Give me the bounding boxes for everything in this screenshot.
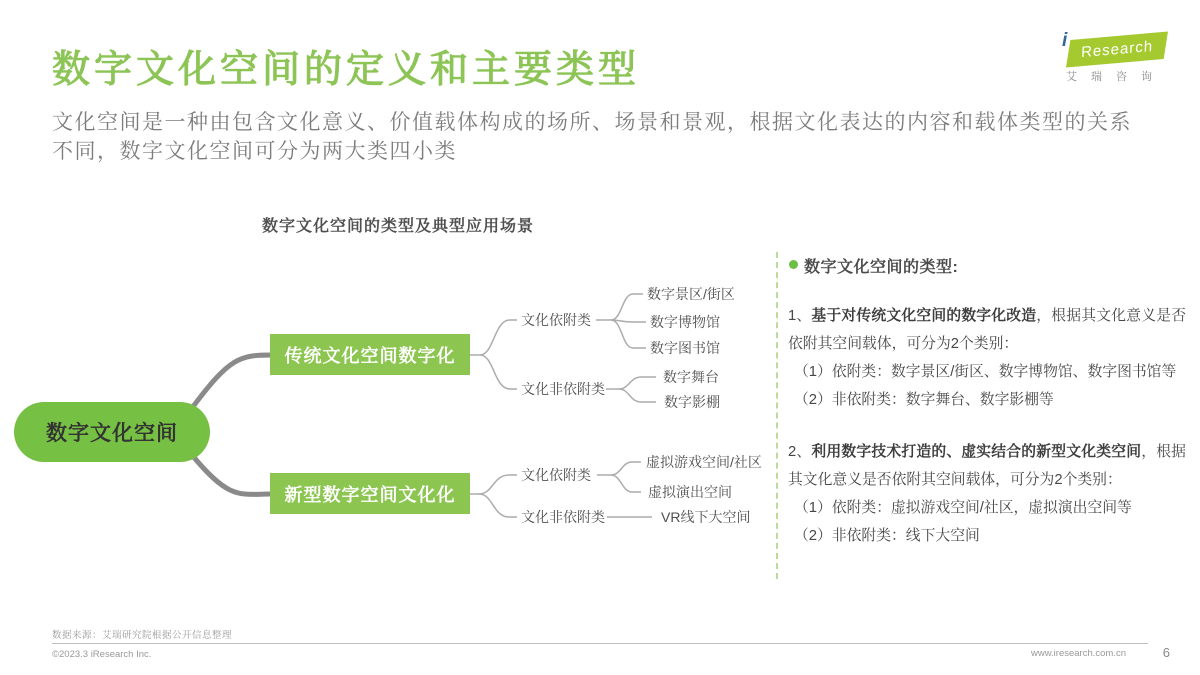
leaf-virtual-game-space: 虚拟游戏空间/社区	[646, 454, 762, 470]
leaf-digital-museum: 数字博物馆	[650, 314, 720, 330]
paragraph-1-text: 1、基于对传统文化空间的数字化改造，根据其文化意义是否依附其空间载体，可分为2个类别：	[788, 308, 1186, 352]
label-branch1-dependent: 文化依附类	[521, 312, 591, 328]
panel-heading: 数字文化空间的类型:	[804, 259, 959, 276]
paragraph-1-item-1: （1）依附类：数字景区/街区、数字博物馆、数字图书馆等	[794, 364, 1177, 380]
leaf-vr-offline-space: VR线下大空间	[661, 509, 751, 525]
panel-bullet-icon	[789, 260, 798, 269]
footer-divider-line	[52, 643, 1148, 644]
leaf-digital-stage: 数字舞台	[663, 369, 719, 385]
website-url: www.iresearch.com.cn	[1030, 648, 1126, 659]
paragraph-2-item-2: （2）非依附类：线下大空间	[794, 528, 980, 544]
branch-node-traditional: 传统文化空间数字化	[270, 334, 470, 375]
subtitle-line-1: 文化空间是一种由包含文化意义、价值载体构成的场所、场景和景观，根据文化表达的内容和载体类型的关系	[52, 111, 1132, 134]
leaf-digital-scenic-area: 数字景区/街区	[647, 286, 735, 302]
logo-green-band	[1066, 31, 1168, 67]
subtitle-line-2: 不同，数字文化空间可分为两大类四小类	[52, 140, 457, 163]
logo-research-text: Research	[1080, 37, 1154, 62]
paragraph-1-item-2: （2）非依附类：数字舞台、数字影棚等	[794, 392, 1054, 408]
panel-paragraph-1	[788, 302, 1186, 414]
leaf-digital-library: 数字图书馆	[650, 340, 720, 356]
label-branch2-nondependent: 文化非依附类	[521, 509, 605, 525]
label-branch2-dependent: 文化依附类	[521, 467, 591, 483]
data-source-note: 数据来源：艾瑞研究院根据公开信息整理	[52, 630, 233, 641]
panel-paragraph-2	[788, 438, 1186, 550]
page-number: 6	[1162, 645, 1170, 660]
label-branch1-nondependent: 文化非依附类	[521, 381, 605, 397]
diagram-title: 数字文化空间的类型及典型应用场景	[262, 218, 535, 235]
page-subtitle	[52, 108, 1162, 166]
logo-i-letter: i	[1062, 30, 1068, 51]
page-title: 数字文化空间的定义和主要类型	[52, 49, 641, 91]
leaf-digital-studio: 数字影棚	[664, 394, 720, 410]
paragraph-2-text: 2、利用数字技术打造的、虚实结合的新型文化类空间，根据其文化意义是否依附其空间载体，可分为2个类别：	[788, 444, 1186, 488]
leaf-virtual-performance-space: 虚拟演出空间	[648, 484, 732, 500]
branch-node-new-digital: 新型数字空间文化化	[270, 473, 470, 514]
root-node: 数字文化空间	[14, 402, 210, 462]
panel-dashed-divider	[776, 252, 778, 579]
copyright-text: ©2023.3 iResearch Inc.	[52, 649, 152, 660]
logo-chinese-name: 艾瑞咨询	[1066, 71, 1166, 83]
iresearch-logo	[1060, 28, 1172, 82]
paragraph-2-item-1: （1）依附类：虚拟游戏空间/社区，虚拟演出空间等	[794, 500, 1132, 516]
